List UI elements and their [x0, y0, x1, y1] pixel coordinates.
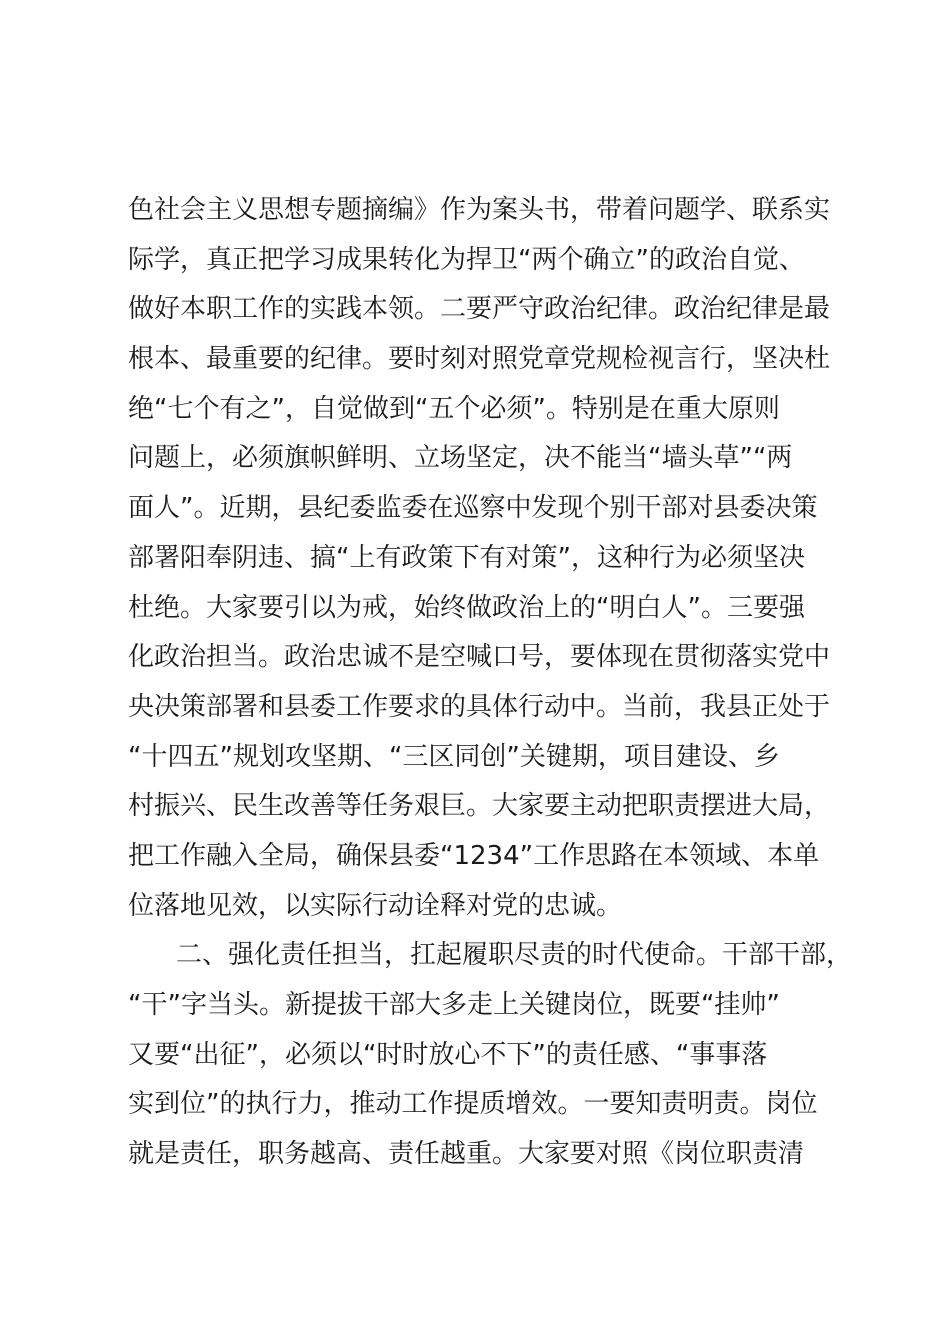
- text-line: 杜绝。大家要引以为戒，始终做政治上的“明白人”。三要强: [128, 592, 805, 623]
- text-line: 实到位”的执行力，推动工作提质增效。一要知责明责。岗位: [128, 1089, 818, 1120]
- text-line: 位落地见效，以实际行动诠释对党的忠诚。: [128, 890, 623, 921]
- text-line: 就是责任，职务越高、责任越重。大家要对照《岗位职责清: [128, 1139, 805, 1170]
- text-line: 村振兴、民生改善等任务艰巨。大家要主动把职责摆进大局，: [128, 791, 831, 822]
- text-line: 绝“七个有之”，自觉做到“五个必须”。特别是在重大原则: [128, 393, 780, 424]
- text-line: 又要“出征”，必须以“时时放心不下”的责任感、“事事落: [128, 1039, 768, 1070]
- text-line-indented: 二、强化责任担当，扛起履职尽责的时代使命。干部干部，: [176, 940, 853, 971]
- text-line: 色社会主义思想专题摘编》作为案头书，带着问题学、联系实: [128, 195, 831, 225]
- text-line: 把工作融入全局，确保县委“1234”工作思路在本领域、本单: [128, 840, 820, 871]
- text-line: 问题上，必须旗帜鲜明、立场坚定，决不能当“墙头草”“两: [128, 443, 793, 474]
- text-line: 根本、最重要的纪律。要时刻对照党章党规检视言行，坚决杜: [128, 344, 831, 375]
- paragraph-1: [128, 186, 858, 931]
- text-line: “干”字当头。新提拔干部大多走上关键岗位，既要“挂帅”: [128, 990, 780, 1020]
- text-line: 面人”。近期，县纪委监委在巡察中发现个别干部对县委决策: [128, 493, 818, 524]
- text-line: 做好本职工作的实践本领。二要严守政治纪律。政治纪律是最: [128, 294, 831, 325]
- text-line: 央决策部署和县委工作要求的具体行动中。当前，我县正处于: [128, 691, 831, 722]
- text-line: 际学，真正把学习成果转化为捍卫“两个确立”的政治自觉、: [128, 244, 805, 275]
- text-line: 部署阳奉阴违、搞“上有政策下有对策”，这种行为必须坚决: [128, 542, 805, 573]
- text-line: “十四五”规划攻坚期、“三区同创”关键期，项目建设、乡: [128, 741, 780, 772]
- text-line: 化政治担当。政治忠诚不是空喊口号，要体现在贯彻落实党中: [128, 642, 831, 673]
- paragraph-2: [128, 931, 858, 1179]
- body-text: [128, 186, 858, 1180]
